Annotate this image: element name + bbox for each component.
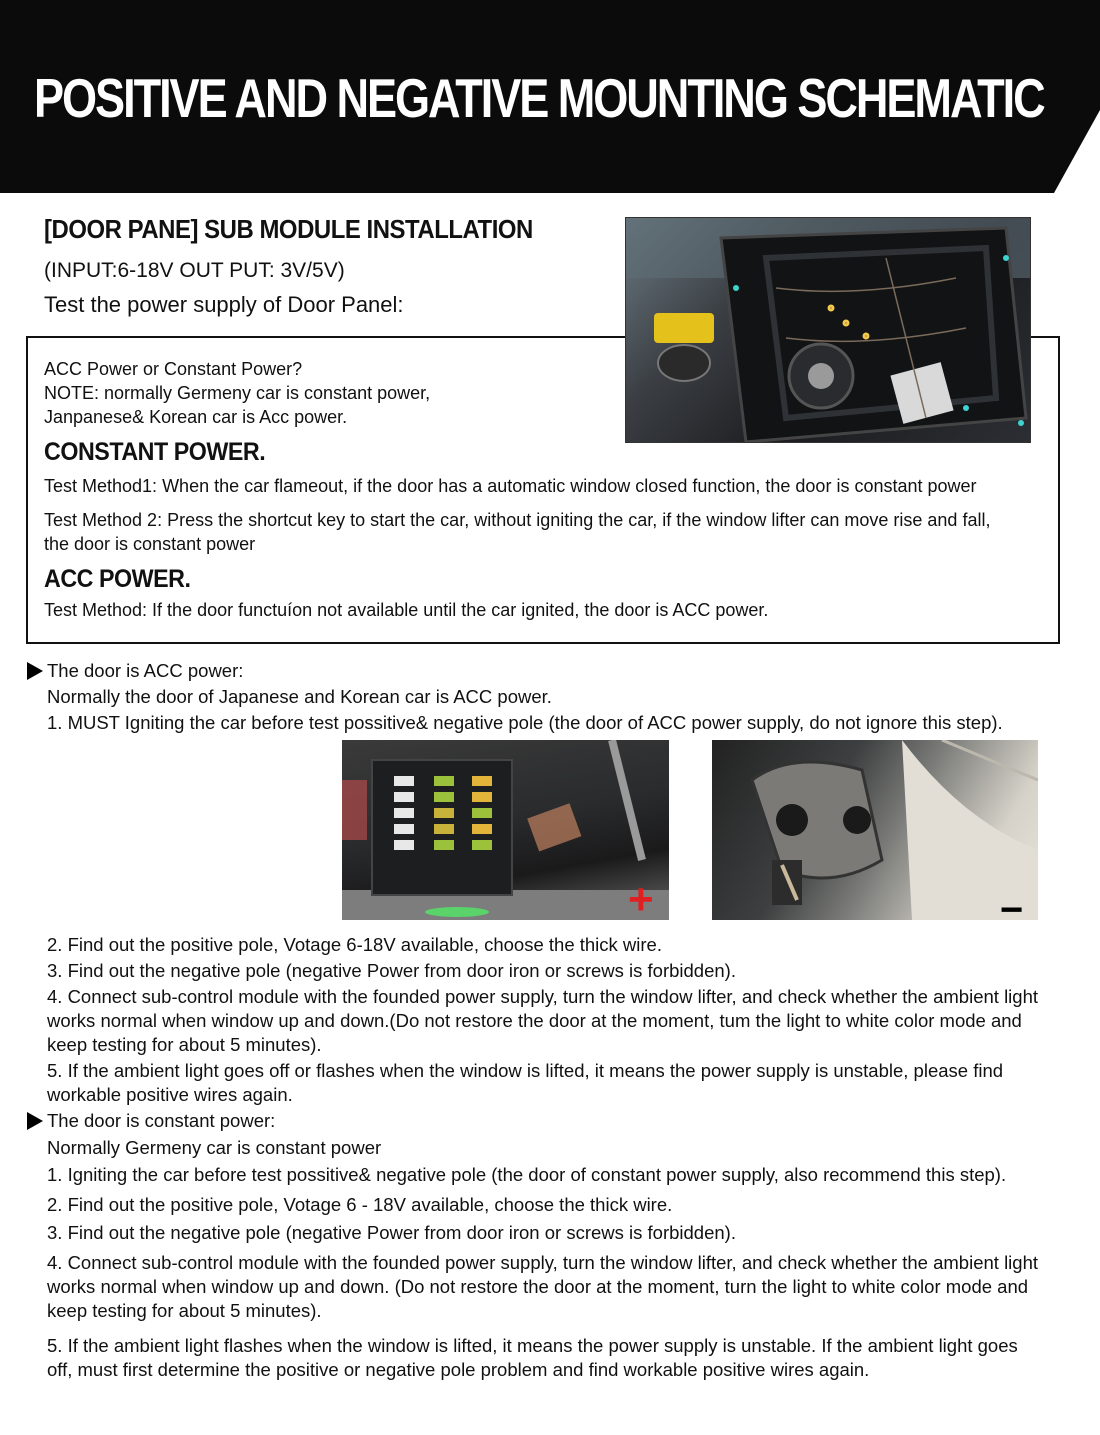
constant-step-3: 3. Find out the negative pole (negative Power from door iron or screws is forbidden). (47, 1222, 736, 1243)
fuse-box-photo (342, 740, 669, 924)
constant-section-heading: The door is constant power: (47, 1110, 276, 1131)
acc-section-subtitle: Normally the door of Japanese and Korean car is ACC power. (47, 686, 552, 707)
negative-pole-mark: − (1000, 888, 1024, 932)
play-triangle-icon (27, 662, 43, 680)
acc-section-heading: The door is ACC power: (47, 660, 244, 681)
door-trim-illustration (712, 740, 1038, 920)
constant-test-method-2a: Test Method 2: Press the shortcut key to start the car, without igniting the car, if the window lifter can move rise and fall, (44, 510, 991, 530)
note-line-2: Janpanese& Korean car is Acc power. (44, 407, 348, 427)
positive-pole-mark: + (628, 875, 654, 924)
page-title: POSITIVE AND NEGATIVE MOUNTING SCHEMATIC (34, 67, 1044, 129)
door-trim-photo (712, 740, 1038, 920)
constant-step-5: 5. If the ambient light flashes when the window is lifted, it means the power supply is unstable. If the ambient light goes off, must first determine the positive or negative pole problem and find workable positive wires again. (47, 1335, 1018, 1380)
constant-power-heading: CONSTANT POWER. (44, 438, 266, 466)
acc-step-1: 1. MUST Igniting the car before test possitive& negative pole (the door of ACC power supply, do not ignore this step). (47, 712, 1003, 733)
play-triangle-icon (27, 1112, 43, 1130)
io-spec-text: (INPUT:6-18V OUT PUT: 3V/5V) (44, 259, 345, 282)
section-title: [DOOR PANE] SUB MODULE INSTALLATION (44, 214, 533, 244)
constant-step-1: 1. Igniting the car before test possitive& negative pole (the door of constant power supply, also recommend this step). (47, 1164, 1007, 1185)
acc-step-4: 4. Connect sub-control module with the founded power supply, turn the window lifter, and check whether the ambient light works normal when window up and down.(Do not restore the door at the moment, tum the light to white color mode and keep testing for about 5 minutes). (47, 986, 1039, 1055)
acc-step-2: 2. Find out the positive pole, Votage 6-18V available, choose the thick wire. (47, 934, 662, 955)
test-supply-text: Test the power supply of Door Panel: (44, 292, 404, 317)
constant-test-method-1: Test Method1: When the car flameout, if the door has a automatic window closed function, the door is constant power (44, 476, 977, 496)
note-line-1: NOTE: normally Germeny car is constant power, (44, 383, 431, 403)
constant-section-subtitle: Normally Germeny car is constant power (47, 1137, 382, 1158)
power-question: ACC Power or Constant Power? (44, 359, 303, 379)
constant-test-method-2b: the door is constant power (44, 534, 256, 554)
door-panel-illustration (626, 218, 1030, 442)
constant-step-4: 4. Connect sub-control module with the founded power supply, turn the window lifter, and check whether the ambient light works normal when window up and down. (Do not restore the door at the moment, turn the light to white color mode and keep testing for about 5 minutes). (47, 1252, 1039, 1321)
acc-step-3: 3. Find out the negative pole (negative Power from door iron or screws is forbidden). (47, 960, 736, 981)
constant-step-2: 2. Find out the positive pole, Votage 6 - 18V available, choose the thick wire. (47, 1194, 673, 1215)
acc-power-heading: ACC POWER. (44, 565, 191, 593)
acc-step-5: 5. If the ambient light goes off or flashes when the window is lifted, it means the power supply is unstable, please find workable positive wires again. (47, 1060, 1004, 1105)
door-panel-photo (625, 217, 1031, 443)
acc-test-method: Test Method: If the door functuíon not available until the car ignited, the door is ACC power. (44, 600, 769, 620)
fuse-box-illustration (342, 740, 669, 924)
